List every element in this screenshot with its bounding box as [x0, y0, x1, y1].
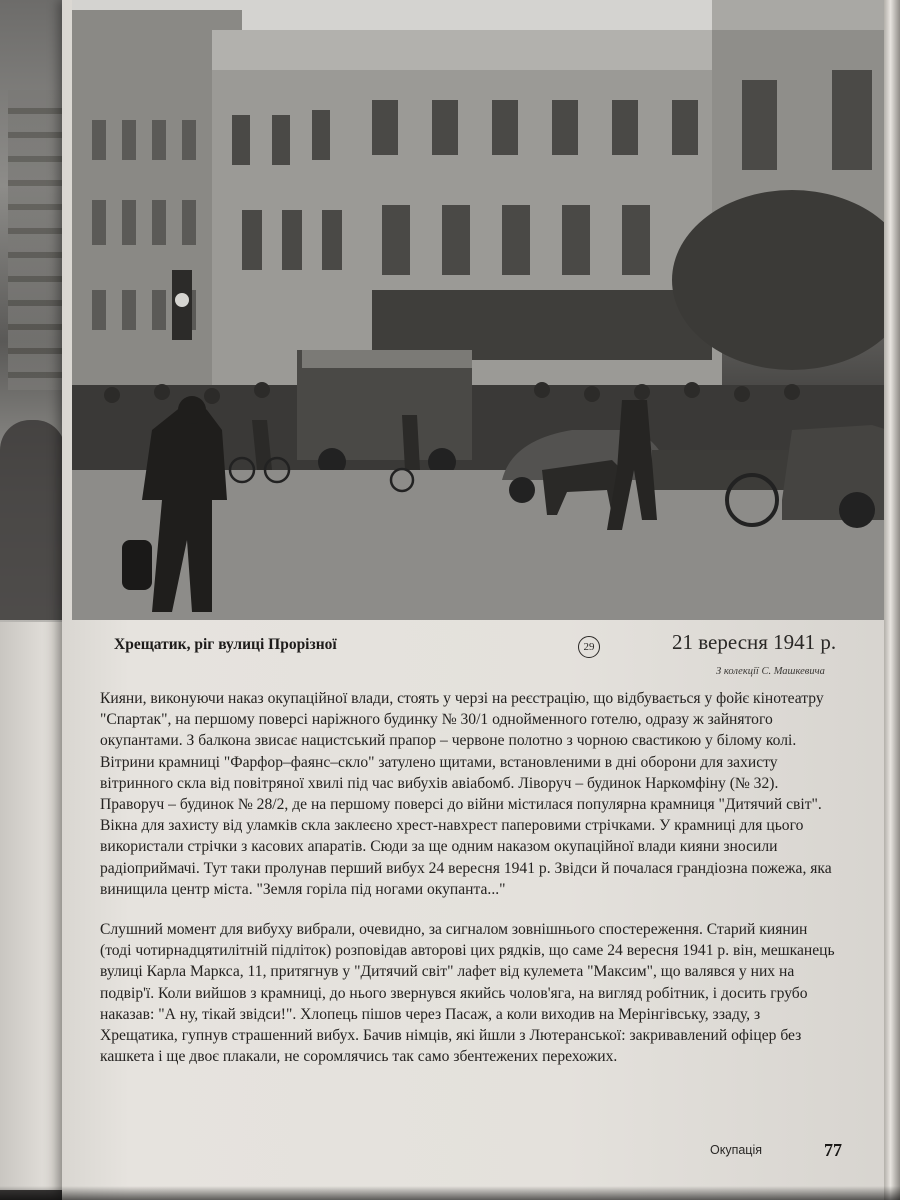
- body-paragraph: Слушний момент для вибуху вибрали, очевидно, за сигналом зовнішнього спостереження. Старий киянин (тоді чотирнадцятилітній підліток) розповідав авторові цих рядків, що саме 24 вересня 1941 р. він, мешканець вулиці Карла Маркса, 11, притягнув у "Дитячий світ" лафет від кулемета "Максим", що валявся у них на подвір'ї. Коли вийшов з крамниці, до нього звернувся якийсь чолов'яга, на вигляд робітник, і досить грубо наказав: "А ну, тікай звідси!". Хлопець пішов через Пасаж, а коли виходив на Мерінгівську, ззаду, з Хрещатика, гупнув страшенний вибух. Бачив німців, які йшли з Лютеранської: закривавлений офіцер без кашкета і ще двоє плакали, не соромлячись так само збентежених перехожих.: [100, 921, 835, 1066]
- running-footer-section: Окупація: [710, 1143, 763, 1157]
- bottom-shadow: [0, 1186, 900, 1200]
- street-scene-illustration: [72, 0, 888, 620]
- photo-credit: З колекції С. Машкевича: [716, 666, 825, 677]
- photo-number-badge: 29: [578, 636, 600, 658]
- page-number: 77: [824, 1140, 842, 1160]
- left-building: [8, 90, 63, 390]
- photo-caption-title: Хрещатик, ріг вулиці Прорізної: [114, 636, 337, 653]
- photo-date: 21 вересня 1941 р.: [672, 630, 837, 654]
- body-paragraph: Кияни, виконуючи наказ окупаційної влади, стоять у черзі на реєстрацію, що відбувається у фойє кінотеатру "Спартак", на першому поверсі наріжного будинку № 30/1 однойменного готелю, одразу ж зайнятого окупантами. З балкона звисає нацистський прапор – червоне полотно з чорною свастикою у білому колі. Вітрини крамниці "Фарфор–фаянс–скло" затулено щитами, встановленими в дні оборони для захисту вітринного скла від повітряної хвилі під час вибухів авіабомб. Ліворуч – будинок Наркомфіну (№ 32). Праворуч – будинок № 28/2, де на першому поверсі до війни містилася популярна крамниця "Дитячий світ". Вікна для захисту від уламків скла заклеєно хрест-навхрест паперовими стрічками. У крамниці для цього використали стрічки з касових апаратів. Сюди за ще одним наказом окупаційної влади кияни зносили радіоприймачі. Тут таки пролунав перший вибух 24 вересня 1941 р. Звідси й почалася грандіозна пожежа, яка винищила центр міста. "Земля горіла під ногами окупанта...": [100, 690, 832, 898]
- article-body: [100, 688, 840, 1067]
- book-page: [62, 0, 900, 1200]
- left-person-silhouette: [0, 420, 65, 620]
- page-spine-edge: [884, 0, 900, 1200]
- archival-street-photo: [72, 0, 888, 620]
